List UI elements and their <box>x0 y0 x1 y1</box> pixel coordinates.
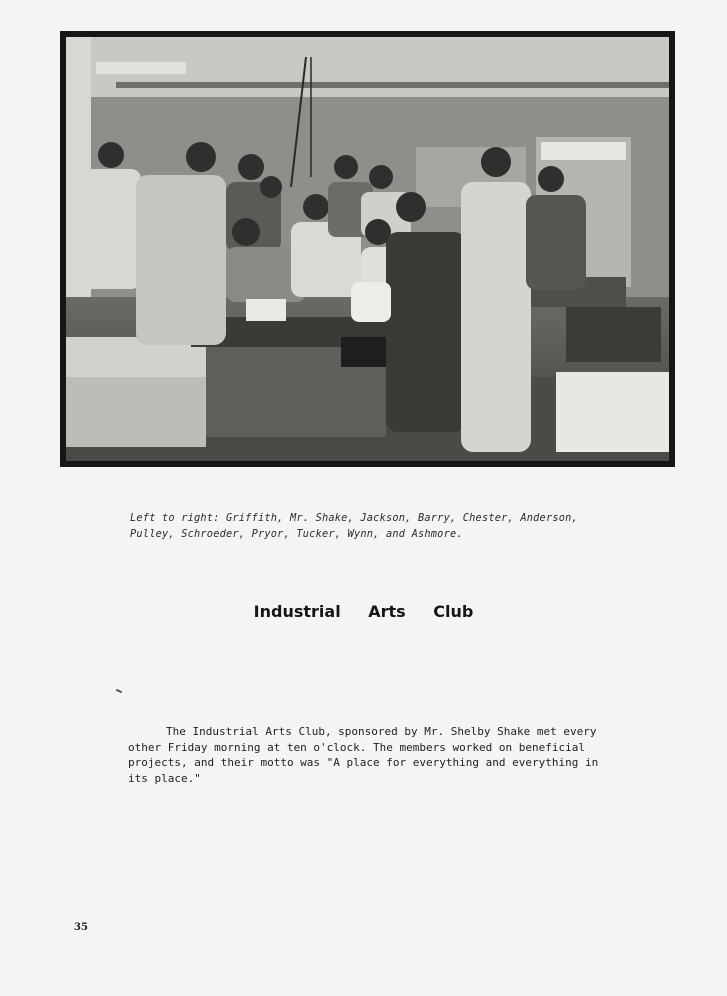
workshop-scene-illustration <box>66 37 669 461</box>
photo-caption: Left to right: Griffith, Mr. Shake, Jackson, Barry, Chester, Anderson, Pulley, Schroeder, Pryor, Tucker, Wynn, and Ashmore. <box>130 512 578 540</box>
page-title: Industrial Arts Club <box>253 602 474 621</box>
club-description: The Industrial Arts Club, sponsored by Mr. Shelby Shake met every other Friday morning at ten o'clock. The members worked on beneficial projects, and their motto was "A place for everything and everything in its place." <box>128 725 599 785</box>
club-photo <box>60 31 675 467</box>
stray-mark <box>116 689 122 693</box>
page-number: 35 <box>74 922 88 933</box>
photo-image <box>66 37 669 461</box>
